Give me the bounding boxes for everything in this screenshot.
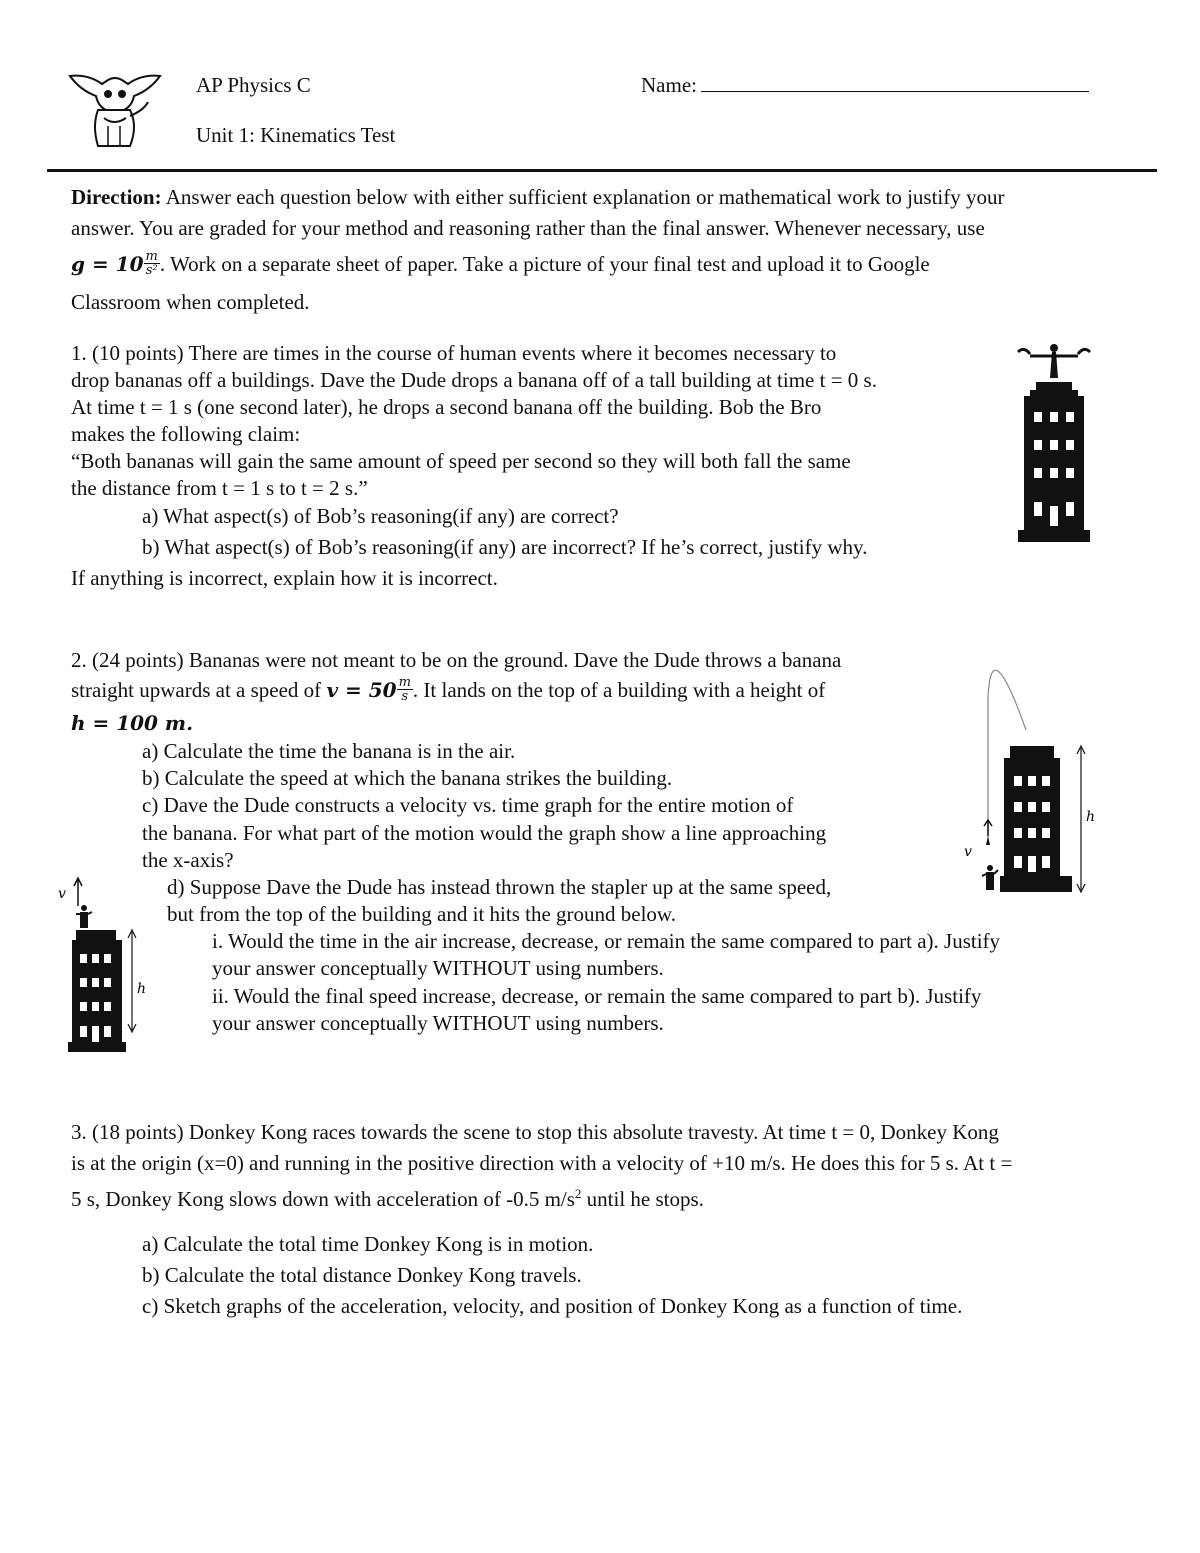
right-v-label: v [964, 844, 972, 860]
direction-label: Direction: [71, 185, 162, 209]
v-units [397, 676, 413, 703]
q2-throw-from-ground-illustration [960, 640, 1100, 896]
q1-line-2: drop bananas off a buildings. Dave the Dude drops a banana off of a tall building at time t = 0 s. [71, 368, 877, 392]
q1-quote-1: “Both bananas will gain the same amount of speed per second so they will both fall the same [71, 449, 851, 473]
q2-part-d-ii-1: ii. Would the final speed increase, decrease, or remain the same compared to part b). Justify [212, 984, 982, 1008]
q2-line-3 [71, 710, 193, 737]
q2-part-d-i-2: your answer conceptually WITHOUT using numbers. [212, 956, 664, 980]
q3-exponent: 2 [574, 1186, 582, 1201]
q1-line-1: 1. (10 points) There are times in the course of human events where it becomes necessary to [71, 341, 837, 365]
q3-line-2: is at the origin (x=0) and running in the positive direction with a velocity of +10 m/s. He does this for 5 s. At t = [71, 1151, 1013, 1175]
q1-building-illustration [1014, 342, 1094, 544]
g-equation: g = 10 [71, 252, 144, 276]
q3-line-3-pre: 5 s, Donkey Kong slows down with acceleration of -0.5 m/s [71, 1187, 575, 1211]
q2-part-a: a) Calculate the time the banana is in the air. [142, 739, 516, 763]
q2-line-2 [71, 674, 826, 706]
q3-part-b: b) Calculate the total distance Donkey Kong travels. [142, 1263, 582, 1287]
g-units-num: m [145, 248, 158, 264]
q2-part-c-2: the banana. For what part of the motion would the graph show a line approaching [142, 821, 827, 845]
q1-quote-2: the distance from t = 1 s to t = 2 s.” [71, 476, 368, 500]
q1-line-3: At time t = 1 s (one second later), he drops a second banana off the building. Bob the Bro [71, 395, 822, 419]
direction-text-1: Answer each question below with either sufficient explanation or mathematical work to justify your [165, 185, 1005, 209]
q2-part-c-1: c) Dave the Dude constructs a velocity vs. time graph for the entire motion of [142, 793, 794, 817]
left-v-label: v [58, 886, 66, 902]
name-label: Name: [641, 73, 697, 97]
q2-line-2-post: . It lands on the top of a building with a height of [412, 678, 826, 702]
h-equation: h = 100 m. [71, 711, 194, 735]
left-h-label: h [137, 981, 147, 997]
q2-part-b: b) Calculate the speed at which the banana strikes the building. [142, 766, 673, 790]
q2-part-d-i-1: i. Would the time in the air increase, decrease, or remain the same compared to part a). Justify [212, 929, 1001, 953]
q2-part-c-3: the x-axis? [142, 848, 234, 872]
v-units-num: m [398, 674, 411, 690]
direction-line-3 [71, 248, 930, 280]
right-h-label: h [1086, 809, 1096, 825]
v-units-den: s [401, 688, 409, 704]
v-equation: v = 50 [326, 678, 397, 702]
q2-line-2-pre: straight upwards at a speed of [71, 678, 322, 702]
q1-part-b: b) What aspect(s) of Bob’s reasoning(if any) are incorrect? If he’s correct, justify why. [142, 535, 868, 559]
g-units [144, 250, 160, 277]
q1-part-a: a) What aspect(s) of Bob’s reasoning(if any) are correct? [142, 504, 619, 528]
direction-line-2: answer. You are graded for your method and reasoning rather than the final answer. Whenever necessary, use [71, 216, 985, 240]
q3-line-3-post: until he stops. [581, 1187, 704, 1211]
direction-line-4: Classroom when completed. [71, 290, 310, 314]
q1-part-b-cont: If anything is incorrect, explain how it is incorrect. [71, 566, 498, 590]
direction-text-3: . Work on a separate sheet of paper. Take a picture of your final test and upload it to Google [159, 252, 930, 276]
baby-yoda-logo [68, 66, 162, 148]
name-field [641, 72, 1089, 99]
q1-line-4: makes the following claim: [71, 422, 301, 446]
q2-part-d-ii-2: your answer conceptually WITHOUT using numbers. [212, 1011, 664, 1035]
course-title: AP Physics C [196, 73, 311, 97]
q3-line-1: 3. (18 points) Donkey Kong races towards the scene to stop this absolute travesty. At time t = 0, Donkey Kong [71, 1120, 999, 1144]
q3-part-c: c) Sketch graphs of the acceleration, velocity, and position of Donkey Kong as a function of time. [142, 1294, 963, 1318]
header-rule [47, 169, 1157, 172]
unit-title: Unit 1: Kinematics Test [196, 123, 396, 147]
q2-line-1: 2. (24 points) Bananas were not meant to be on the ground. Dave the Dude throws a banana [71, 648, 842, 672]
q2-part-d-1: d) Suppose Dave the Dude has instead thrown the stapler up at the same speed, [167, 875, 832, 899]
q2-throw-from-top-illustration [56, 874, 156, 1056]
direction-line-1 [71, 184, 1005, 211]
q2-part-d-2: but from the top of the building and it hits the ground below. [167, 902, 676, 926]
name-blank [701, 73, 1089, 92]
q3-line-3 [71, 1180, 704, 1213]
q3-part-a: a) Calculate the total time Donkey Kong is in motion. [142, 1232, 594, 1256]
g-units-den: s² [145, 262, 158, 278]
